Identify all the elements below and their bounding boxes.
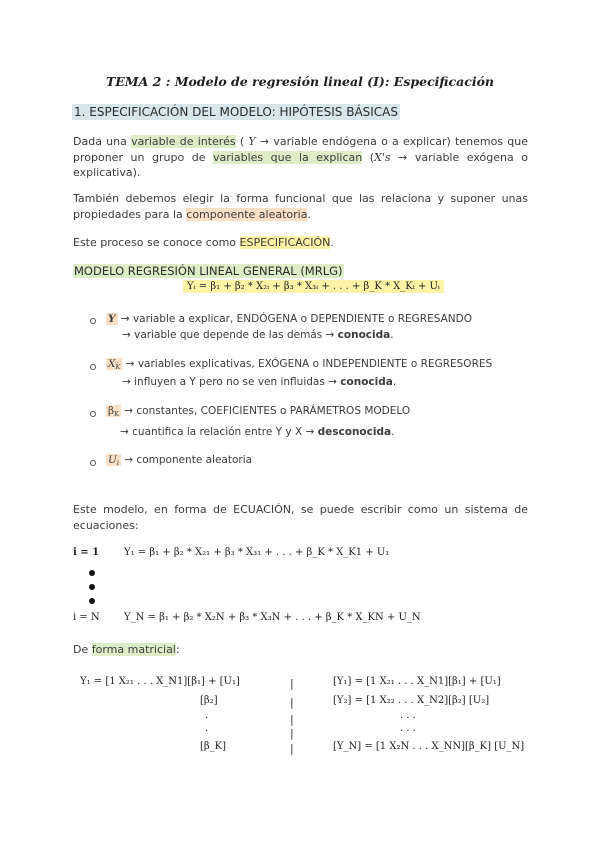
symbol-subscript: K [114,410,119,418]
paragraph-intro [73,134,528,181]
matrix-left-dot: · [205,726,209,737]
matrix-separator: | [290,713,294,726]
vertical-ellipsis-dot [89,584,95,590]
text-span: . [390,329,394,341]
text-span: . [330,236,334,249]
matrix-separator: | [290,742,294,755]
matrix-left-beta-2: [β₂] [200,695,218,706]
symbol-base: U [108,454,117,466]
bullet-marker [90,364,96,370]
vertical-ellipsis-dot [89,598,95,604]
text-span: . [392,376,397,388]
text-span: De [73,643,92,656]
highlight-componente-aleatoria: componente aleatoria [186,207,308,221]
text-span: : [175,643,180,656]
text-span: → variable que depende de las demás → [122,329,338,341]
text-bold: conocida [340,376,393,388]
equation-label-n: i = N [73,612,100,623]
text-bold: conocida [337,329,391,341]
page-title: TEMA 2 : Modelo de regresión lineal (I): Especificación [105,74,495,89]
bullet-beta-line1 [106,405,410,418]
text-span: . [391,426,395,438]
text-span: → influyen a Y pero no se ven influidas → [122,376,341,388]
text-span: . [307,207,311,221]
symbol-beta-k [106,405,121,417]
equation-label-1: i = 1 [73,547,100,558]
bullet-u-line1 [106,454,252,467]
matricial-label [73,643,180,656]
paragraph-sistema: Este modelo, en forma de ECUACIÓN, se puede escribir como un sistema de ecuaciones: [73,503,528,532]
symbol-base: β [108,405,115,417]
text-span: → componente aleatoria [120,454,253,466]
vertical-ellipsis-dot [89,570,95,576]
symbol-subscript: K [115,363,121,371]
text-bold: desconocida [317,426,392,438]
matrix-right-row-1: [Y₁] = [1 X₂₁ . . . X_N1][β₁] + [U₁] [333,676,501,687]
paragraph-especificacion [73,235,528,251]
matrix-separator: | [290,677,294,690]
text-span: → constantes, COEFICIENTES o PARÁMETROS MODELO [120,405,411,417]
matrix-separator: | [290,696,294,709]
highlight-variables-explican: variables que la explican [213,150,363,164]
bullet-x-line1 [106,358,492,371]
text-span: Este proceso se conoce como [73,236,240,249]
matrix-right-dots: · · · [400,726,416,737]
highlight-especificacion: ESPECIFICACIÓN [239,236,331,249]
matrix-separator: | [290,727,294,740]
text-span: → variables explicativas, EXÓGENA o INDEPENDIENTE o REGRESORES [122,358,493,370]
equation-row-1: Y₁ = β₁ + β₂ * X₂₁ + β₃ * X₃₁ + . . . + β_K * X_K1 + U₁ [124,547,390,558]
text-span: También debemos elegir la forma funcional que las relaciona y suponer unas propiedades para la [73,192,528,221]
bullet-y-line1 [106,313,472,325]
text-span: → variable endógena o a explicar) tenemos que proponer un grupo de [73,135,528,164]
highlight-variable-interes: variable de interés [131,135,236,148]
symbol-ui [106,454,121,466]
text-span: → cuantifica la relación entre Y y X → [120,426,318,438]
mrlg-equation: Yᵢ = β₁ + β₂ * X₂ᵢ + β₃ * X₃ᵢ + . . . + β_K * X_Kᵢ + Uᵢ [183,280,444,293]
text-span: → variable a explicar, ENDÓGENA o DEPENDIENTE o REGRESANDO [117,313,472,325]
symbol-y: Y [248,135,256,148]
matrix-right-row-n: [Y_N] = [1 X₂N . . . X_NN][β_K] [U_N] [333,741,525,752]
bullet-y-line2 [122,329,394,341]
section-heading: 1. ESPECIFICACIÓN DEL MODELO: HIPÓTESIS BÁSICAS [74,105,399,119]
bullet-beta-line2 [120,426,394,438]
text-span: ( [235,135,249,148]
matrix-left-row-1: Y₁ = [1 X₂₁ . . . X_N1][β₁] + [U₁] [80,676,240,687]
matrix-left-dot: · [205,713,209,724]
highlight-forma-matricial: forma matricial [91,643,176,656]
text-span: Dada una [73,135,132,148]
symbol-y: Y [108,313,116,325]
bullet-marker [90,411,96,417]
paragraph-forma-funcional [73,191,528,222]
text-span: ( [362,150,375,164]
symbol-base: X [108,358,116,370]
symbol-xs: X's [374,150,391,164]
matrix-right-row-2: [Y₂] = [1 X₂₂ . . . X_N2][β₂] [U₂] [333,695,490,706]
mrlg-title: MODELO REGRESIÓN LINEAL GENERAL (MRLG) [74,264,343,278]
bullet-marker [90,460,96,466]
text-span: → variable exógena o explicativa). [73,150,529,179]
equation-row-n: Y_N = β₁ + β₂ * X₂N + β₃ * X₃N + . . . + β_K * X_KN + U_N [124,612,421,623]
matrix-right-dots: · · · [400,713,416,724]
matrix-left-beta-k: [β_K] [200,741,227,752]
symbol-subscript: i [116,459,119,467]
bullet-x-line2 [122,376,396,388]
symbol-xk [106,358,122,370]
bullet-marker [90,318,96,324]
